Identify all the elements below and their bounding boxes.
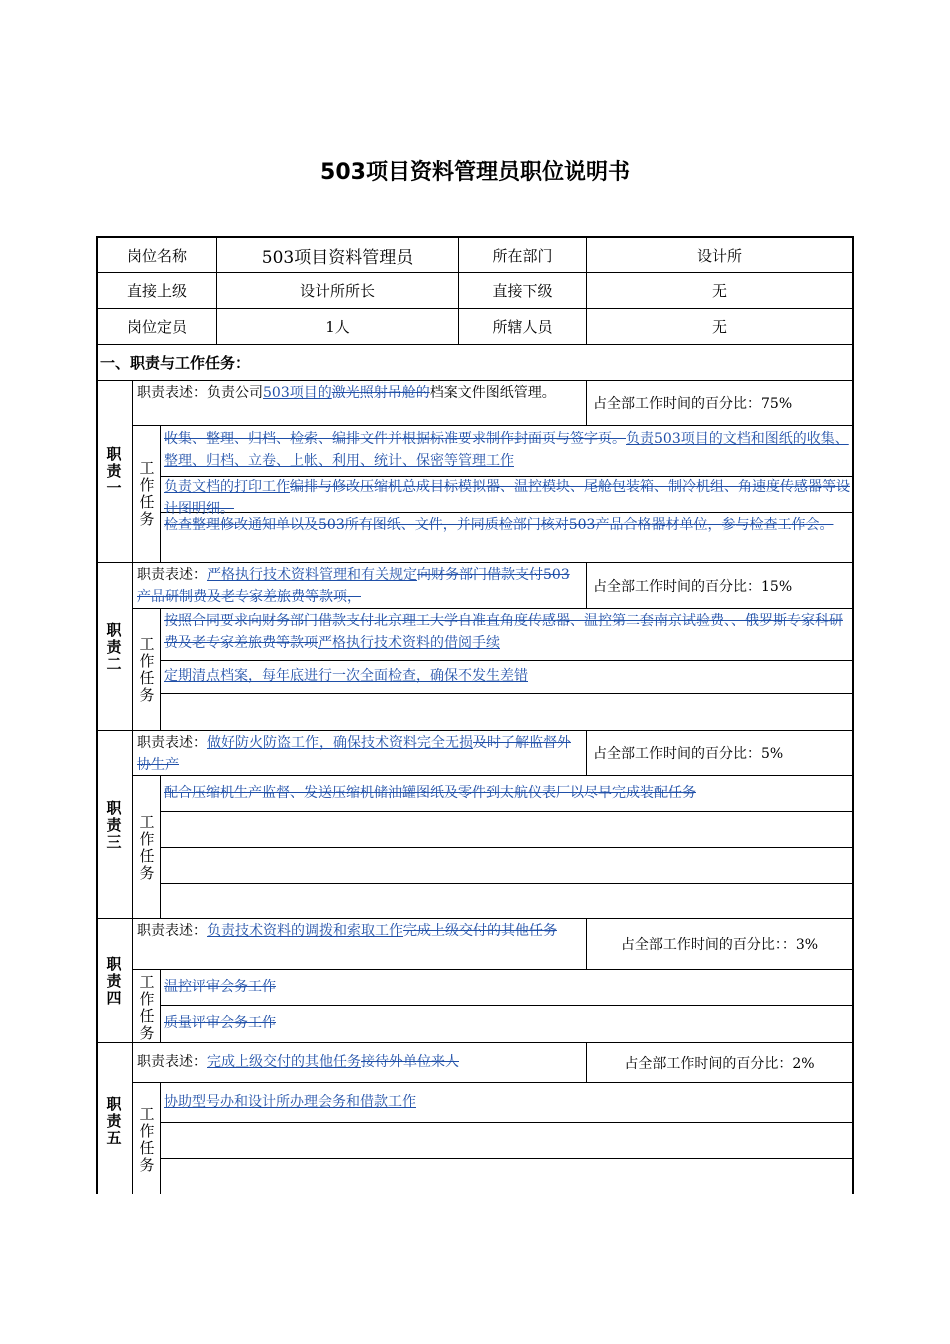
- duty-1-task-2: 负责文档的打印工作编排与修改压缩机总成目标模拟器、温控模块、尾舱包装箱、制冷机组、角速度传感器等设计图明细。: [164, 479, 850, 517]
- duty-4-task-label: 工作任务: [139, 973, 155, 1042]
- label-position-name: 岗位名称: [126, 246, 187, 265]
- label-superior: 直接上级: [126, 282, 187, 300]
- duty-1-label: 职责一: [106, 445, 122, 497]
- section-title: 一、职责与工作任务：: [100, 354, 251, 372]
- duty-3-description: 职责表述：做好防火防盗工作，确保技术资料完全无损及时了解监督外协生产: [137, 735, 571, 773]
- duty-2-percentage: 占全部工作时间的百分比：15%: [593, 578, 793, 595]
- duty-4-percentage: 占全部工作时间的百分比：：3%: [620, 937, 819, 953]
- duty-1-percentage: 占全部工作时间的百分比：75%: [593, 396, 793, 412]
- duty-3-label: 职责三: [106, 799, 122, 851]
- duty-1-description: 职责表述：负责公司503项目的激光照射吊舱的档案文件图纸管理。: [137, 385, 556, 401]
- job-description-table: [96, 236, 854, 1194]
- duty-3-percentage: 占全部工作时间的百分比：5%: [593, 746, 784, 762]
- duty-2-task-1: 按照合同要求向财务部门借款支付北京理工大学自准直角度传感器、温控第二套南京试验费、、俄罗斯专家科研费及老专家差旅费等款项严格执行技术资料的借阅手续: [164, 613, 843, 651]
- label-department: 所在部门: [492, 246, 553, 265]
- duty-2-label: 职责二: [106, 621, 122, 673]
- value-staff: 无: [711, 318, 727, 336]
- duty-1-task-1: 收集、整理、归档、检索、编排文件并根据标准要求制作封面页与签字页。负责503项目的文档和图纸的收集、整理、归档、立卷、上帐、利用、统计、保密等管理工作: [164, 431, 849, 469]
- duty-5-description: 职责表述：完成上级交付的其他任务接待外单位来人: [137, 1054, 459, 1070]
- duty-3-task-1: 配合压缩机生产监督、发送压缩机储油罐图纸及零件到太航仪表厂以尽早完成装配任务: [164, 785, 696, 801]
- value-headcount: 1人: [325, 318, 350, 336]
- duty-5-task-label: 工作任务: [139, 1105, 155, 1174]
- label-staff: 所辖人员: [492, 318, 553, 336]
- duty-5-label: 职责五: [106, 1095, 122, 1147]
- value-superior: 设计所所长: [299, 282, 375, 300]
- value-department: 设计所: [696, 246, 742, 265]
- duty-4-label: 职责四: [106, 955, 122, 1007]
- duty-2-description: 职责表述：严格执行技术资料管理和有关规定向财务部门借款支付503产品研制费及老专家差旅费等款项，: [137, 567, 570, 605]
- duty-1-task-label: 工作任务: [139, 459, 155, 528]
- duty-4-description: 职责表述：负责技术资料的调拨和索取工作完成上级交付的其他任务: [137, 923, 557, 939]
- duty-2-task-label: 工作任务: [139, 635, 155, 704]
- duty-2-task-2: 定期清点档案，每年底进行一次全面检查，确保不发生差错: [164, 668, 528, 684]
- duty-4-task-1: 温控评审会务工作: [164, 979, 276, 995]
- duty-3-task-label: 工作任务: [139, 813, 155, 882]
- duty-5-percentage: 占全部工作时间的百分比：2%: [624, 1055, 815, 1072]
- value-subordinate: 无: [711, 282, 727, 300]
- label-subordinate: 直接下级: [492, 282, 553, 300]
- duty-4-task-2: 质量评审会务工作: [164, 1015, 276, 1031]
- label-headcount: 岗位定员: [126, 318, 187, 336]
- document-title: 503项目资料管理员职位说明书: [320, 160, 630, 185]
- value-position-name: 503项目资料管理员: [261, 247, 414, 268]
- duty-5-task-1: 协助型号办和设计所办理会务和借款工作: [164, 1094, 416, 1110]
- duty-1-task-3: 检查整理修改通知单以及503所有图纸、文件，并同质检部门核对503产品合格器材单位，参与检查工作会。: [164, 517, 834, 533]
